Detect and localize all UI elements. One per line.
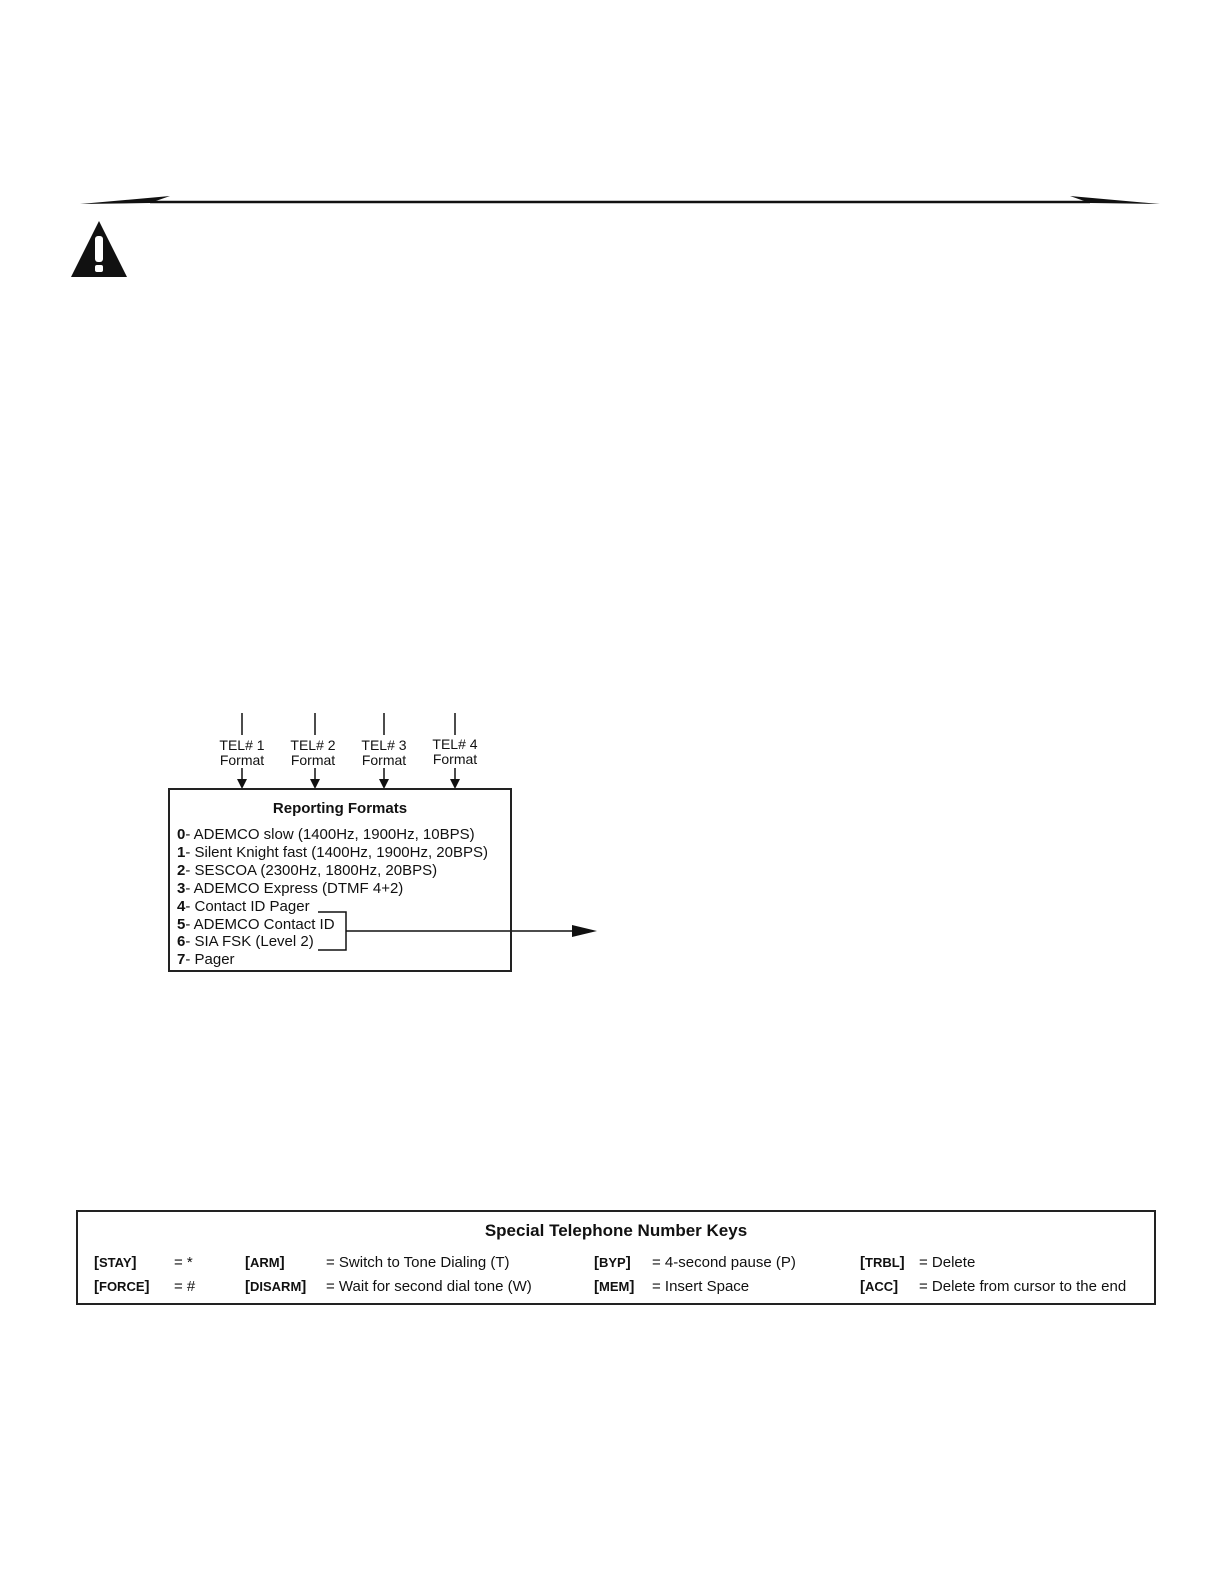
key-label: [STAY] xyxy=(94,1254,137,1271)
format-item: 2- SESCOA (2300Hz, 1800Hz, 20BPS) xyxy=(177,861,438,879)
key-description: = Delete from cursor to the end xyxy=(919,1278,1127,1295)
key-description: = 4-second pause (P) xyxy=(652,1254,796,1271)
key-description: = Switch to Tone Dialing (T) xyxy=(326,1254,510,1271)
key-description: = # xyxy=(174,1278,196,1295)
special-keys-row xyxy=(78,1254,1154,1274)
reporting-formats-box xyxy=(168,788,512,972)
tel2-format-label: TEL# 2 Format xyxy=(290,737,336,768)
format-item: 0- ADEMCO slow (1400Hz, 1900Hz, 10BPS) xyxy=(177,826,475,843)
key-description: = Wait for second dial tone (W) xyxy=(326,1278,532,1295)
reporting-formats-list xyxy=(177,826,488,969)
reporting-formats-title: Reporting Formats xyxy=(272,800,408,817)
key-description: = Delete xyxy=(919,1254,976,1271)
format-item: 4- Contact ID Pager xyxy=(177,897,310,915)
format-item: 5- ADEMCO Contact ID xyxy=(177,915,335,933)
header-rule xyxy=(0,0,1224,220)
key-label: [MEM] xyxy=(594,1278,635,1295)
format-item: 3- ADEMCO Express (DTMF 4+2) xyxy=(177,879,404,897)
tel4-format-label: TEL# 4 Format xyxy=(432,736,478,767)
special-keys-row xyxy=(78,1278,1154,1298)
tel3-format-label: TEL# 3 Format xyxy=(361,737,407,768)
key-label: [TRBL] xyxy=(860,1254,905,1271)
special-keys-title: Special Telephone Number Keys xyxy=(484,1221,748,1240)
key-label: [BYP] xyxy=(594,1254,631,1271)
key-label: [ACC] xyxy=(860,1278,899,1295)
format-item: 7- Pager xyxy=(177,951,235,969)
format-item: 6- SIA FSK (Level 2) xyxy=(177,933,314,951)
key-label: [FORCE] xyxy=(94,1278,150,1295)
special-keys-box xyxy=(76,1210,1156,1305)
warning-triangle-icon xyxy=(70,220,128,278)
key-label: [ARM] xyxy=(245,1254,285,1271)
key-label: [DISARM] xyxy=(245,1278,307,1295)
key-description: = * xyxy=(174,1254,193,1271)
tel1-format-label: TEL# 1 Format xyxy=(219,737,265,768)
format-item: 1- Silent Knight fast (1400Hz, 1900Hz, 20BPS) xyxy=(177,843,489,861)
key-description: = Insert Space xyxy=(652,1278,750,1295)
